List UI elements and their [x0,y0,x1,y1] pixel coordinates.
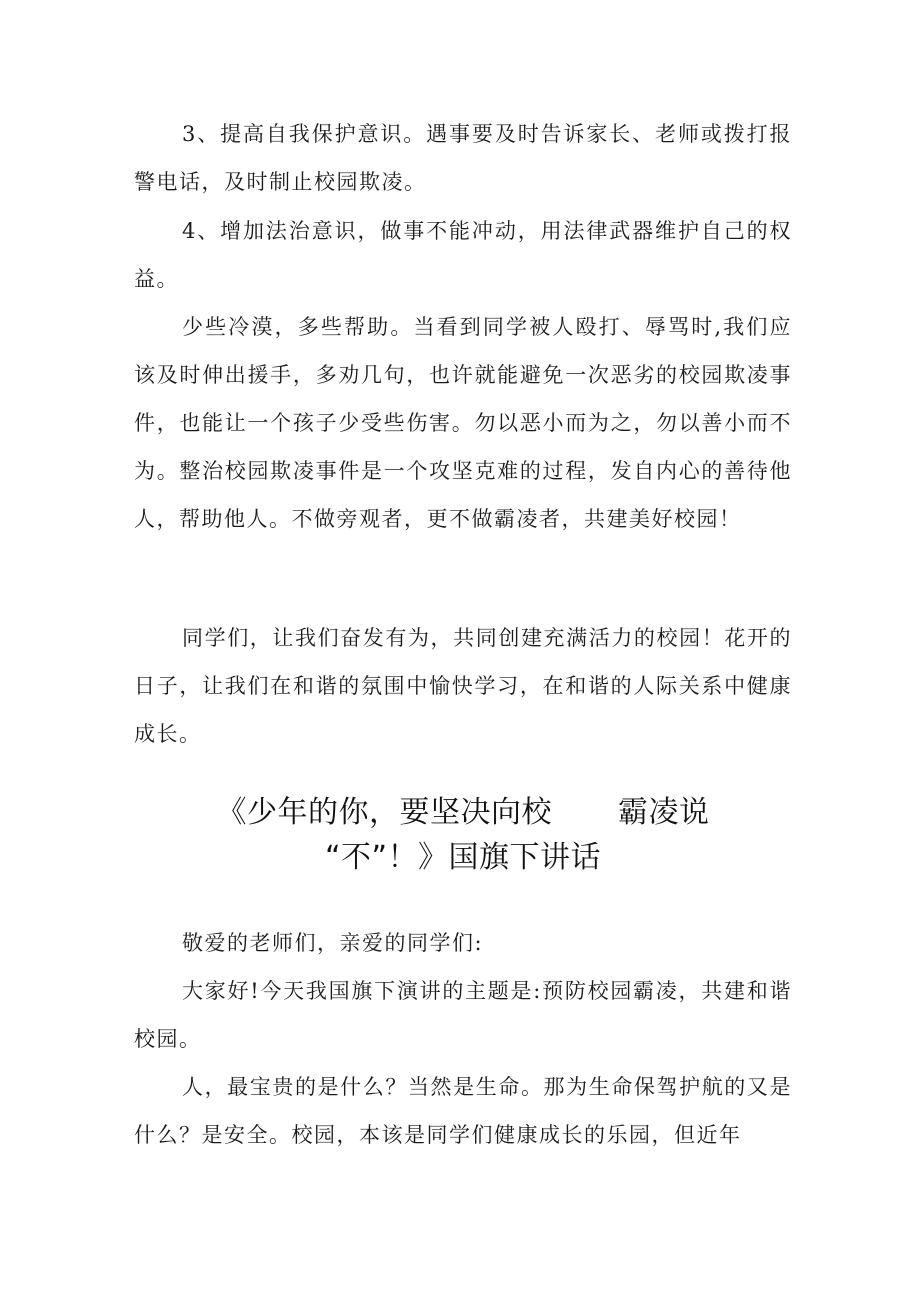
speech-title-part-2: 霸凌说 [618,795,710,830]
speech-title-part-1: 《少年的你，要坚决向校 [216,795,552,830]
paragraph-greeting: 敬爱的老师们，亲爱的同学们: [182,931,484,955]
paragraph-self-protection: 3、提高自我保护意识。遇事要及时告诉家长、老师或拨打报警电话，及时制止校园欺凌。 [134,122,792,194]
paragraph-closing-call: 同学们，让我们奋发有为，共同创建充满活力的校园！花开的日子，让我们在和谐的氛围中愉快学习，在和谐的人际关系中健康成长。 [134,626,792,746]
speech-title-line-1 [134,788,792,838]
paragraph-legal-awareness: 4、增加法治意识，做事不能冲动，用法律武器维护自己的权益。 [134,219,792,291]
paragraph-topic: 大家好!今天我国旗下演讲的主题是:预防校园霸凌，共建和谐校园。 [134,979,792,1051]
paragraph-less-indifference: 少些冷漠，多些帮助。当看到同学被人殴打、辱骂时,我们应该及时伸出援手，多劝几句，也许就能避免一次恶劣的校园欺凌事件，也能让一个孩子少受些伤害。勿以恶小而为之，勿以善小而不为。整治校园欺凌事件是一个攻坚克难的过程，发自内心的善待他人，帮助他人。不做旁观者，更不做霸凌者，共建美好校园！ [134,315,792,531]
paragraph-life-safety: 人，最宝贵的是什么？当然是生命。那为生命保驾护航的又是什么？是安全。校园，本该是同学们健康成长的乐园，但近年 [134,1075,792,1147]
speech-title-line-2: “不”！》国旗下讲话 [324,840,602,875]
